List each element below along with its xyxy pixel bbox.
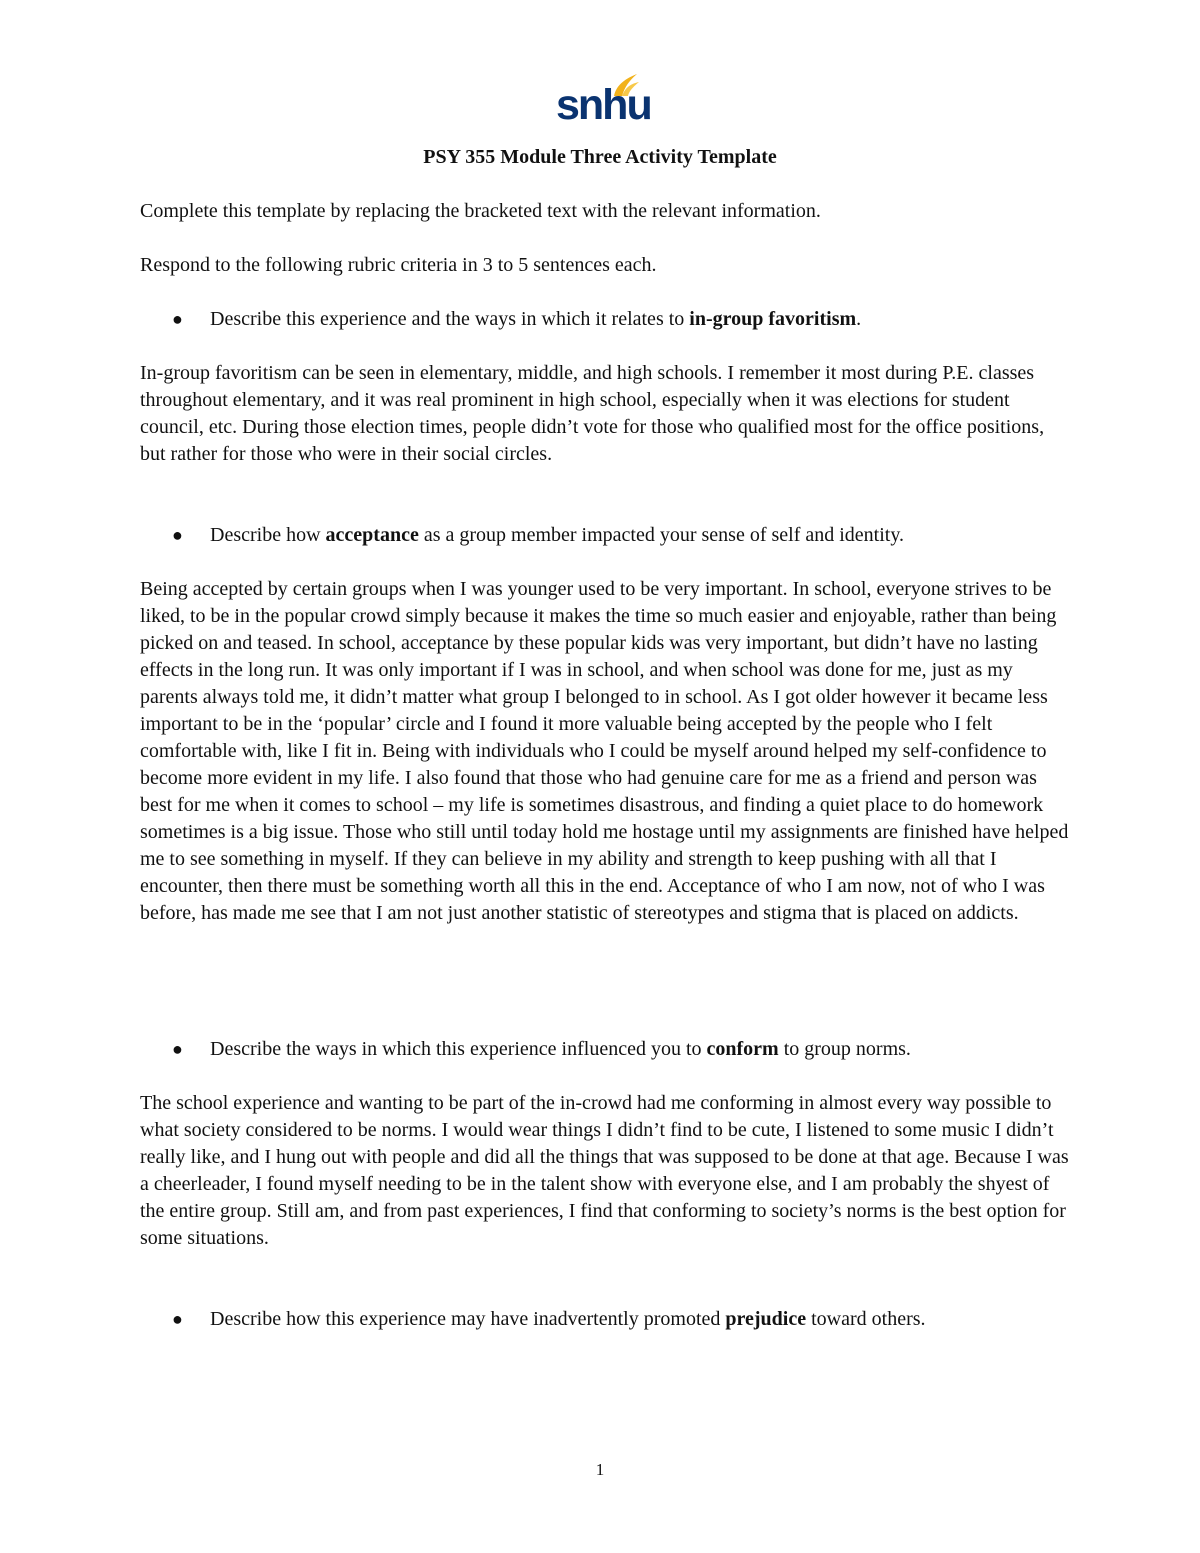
page-number: 1 bbox=[595, 1460, 605, 1479]
intro-instruction: Complete this template by replacing the bracketed text with the relevant information. bbox=[140, 200, 821, 222]
prompt-text: Describe how acceptance as a group member impacted your sense of self and identity. bbox=[210, 524, 905, 546]
document-title: PSY 355 Module Three Activity Template bbox=[423, 146, 777, 168]
answer-conform: The school experience and wanting to be part of the in-crowd had me conforming in almost every way possible to what society considered to be norms. I would wear things I didn’t find to be cute, I listened to some music I didn’t really like, and I hung out with people and did all the things that was supposed to be done at that age. Because I was a cheerleader, I found myself needing to be in the talent show with everyone else, and I am probably the shyest of the entire group. Still am, and from past experiences, I find that conforming to society’s norms is the best option for some situations. bbox=[140, 1092, 1069, 1249]
bullet-dot-icon: ● bbox=[172, 1309, 183, 1329]
bullet-dot-icon: ● bbox=[172, 525, 183, 545]
snhu-logo bbox=[548, 70, 651, 134]
prompt-text: Describe how this experience may have inadvertently promoted prejudice toward others. bbox=[210, 1308, 926, 1330]
bullet-dot-icon: ● bbox=[172, 1039, 183, 1059]
answer-acceptance: Being accepted by certain groups when I was younger used to be very important. In school, everyone strives to be liked, to be in the popular crowd simply because it makes the time so much easier and enjoyable, rather than being picked on and teased. In school, acceptance by these popular kids was very important, but didn’t have no lasting effects in the long run. It was only important if I was in school, and when school was done for me, just as my parents always told me, it didn’t matter what group I belonged to in school. As I got older however it became less important to be in the ‘popular’ circle and I found it more valuable being accepted by the people who I felt comfortable with, like I fit in. Being with individuals who I could be myself around helped my self-confidence to become more evident in my life. I also found that those who had genuine care for me as a friend and person was best for me when it comes to school – my life is sometimes disastrous, and finding a quiet place to do homework sometimes is a big issue. Those who still until today hold me hostage until my assignments are finished have helped me to see something in myself. If they can believe in my ability and strength to keep pushing with all that I encounter, then there must be something worth all this in the end. Acceptance of who I am now, not of who I was before, has made me see that I am not just another statistic of stereotypes and stigma that is placed on addicts. bbox=[140, 578, 1069, 924]
logo-wordmark: snhu bbox=[556, 81, 651, 129]
bullet-dot-icon: ● bbox=[172, 309, 183, 329]
prompt-text: Describe the ways in which this experience influenced you to conform to group norms. bbox=[210, 1038, 911, 1060]
intro-rubric-note: Respond to the following rubric criteria in 3 to 5 sentences each. bbox=[140, 254, 657, 276]
answer-in-group-favoritism: In-group favoritism can be seen in elementary, middle, and high schools. I remember it most during P.E. classes throughout elementary, and it was real prominent in high school, especially when it was elections for student council, etc. During those election times, people didn’t vote for those who qualified most for the office positions, but rather for those who were in their social circles. bbox=[140, 362, 1045, 465]
prompt-text: Describe this experience and the ways in which it relates to in-group favoritism. bbox=[210, 308, 862, 330]
